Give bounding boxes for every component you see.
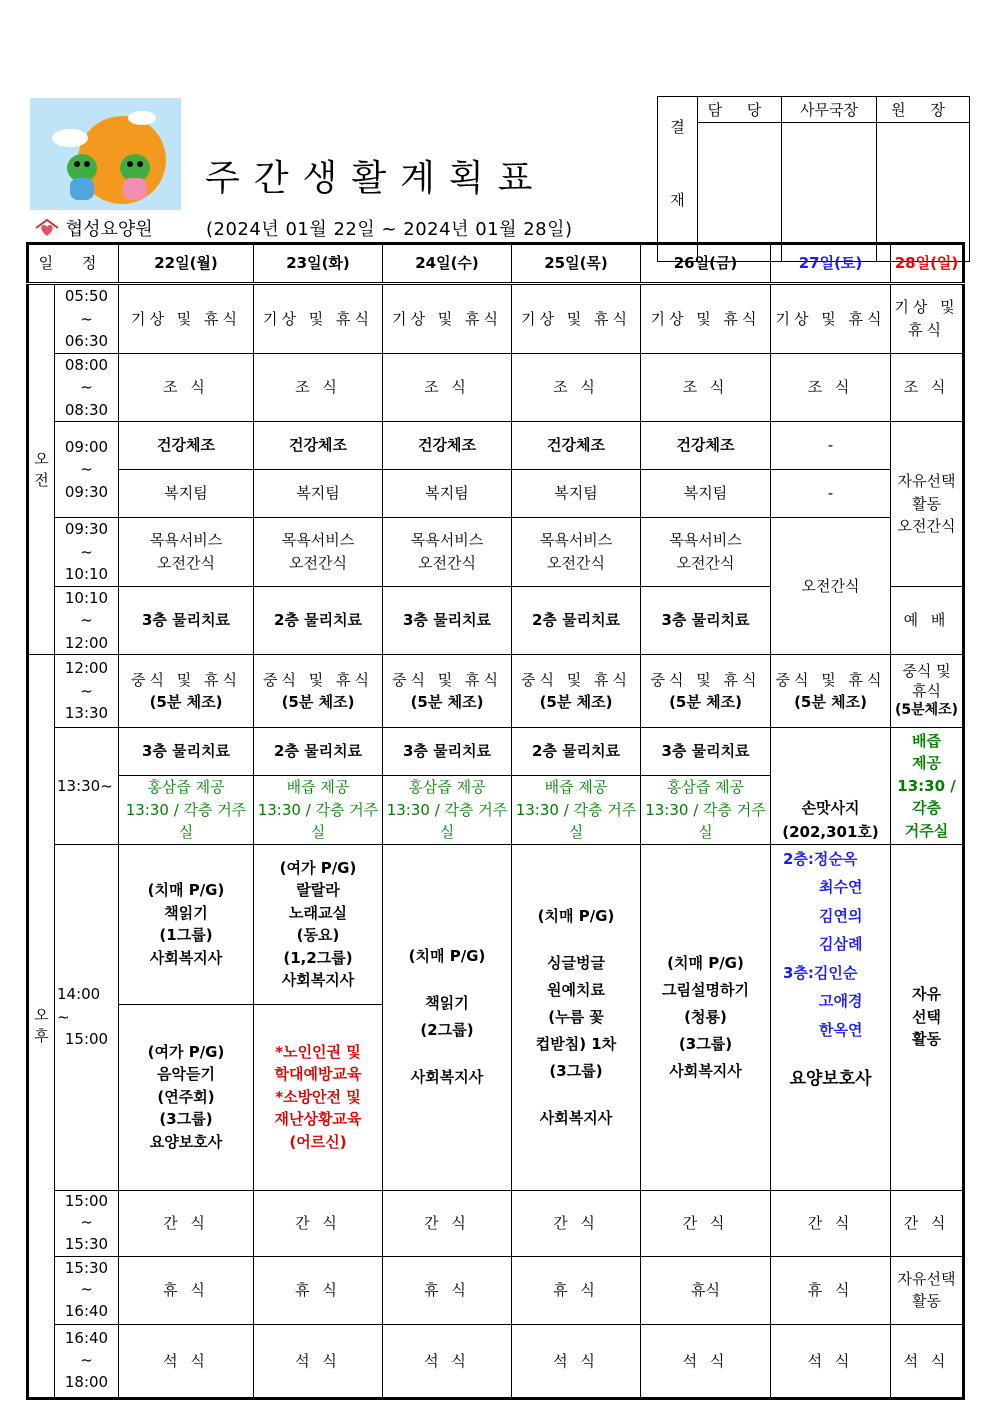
approval-box [657,96,970,262]
cell-massage-names: 2층:정순옥 최수연 김연의 김삼례 3층:김인순 고애경 한옥연 요양보호사 [771,844,891,1190]
cell-breakfast: 조 식 [771,353,891,422]
cell-wake: 기상 및 휴식 [771,284,891,354]
time-1400: 14:00 ~ 15:00 [55,844,119,1190]
cell-lunch: 중식 및 휴식 (5분 체조) [383,655,512,728]
cell-snack: 간 식 [512,1190,641,1256]
cell-exercise: 건강체조 [641,422,771,470]
cell-welfare: 복지팀 [383,470,512,518]
cell-tue-program-a: (여가 P/G) 랄랄라 노래교실 (동요) (1,2그룹) 사회복지사 [254,844,383,1004]
cell-welfare: 복지팀 [254,470,383,518]
cell-rest: 휴 식 [383,1256,512,1324]
cell-exercise: 건강체조 [383,422,512,470]
cell-free-pm-sun: 자유 선택 활동 [891,844,964,1190]
cell-massage-title: 손맛사지 (202,301호) [771,728,891,845]
cell-lunch: 중식 및 휴식 (5분 체조) [771,655,891,728]
time-0900: 09:00 ~ 09:30 [55,422,119,518]
cell-dinner: 석 식 [383,1324,512,1398]
time-1640: 16:40 ~ 18:00 [55,1324,119,1398]
time-0800: 08:00 ~ 08:30 [55,353,119,422]
time-1330: 13:30~ [55,728,119,845]
time-0550: 05:50 ~ 06:30 [55,284,119,354]
cell-juice: 홍삼즙 제공 13:30 / 각층 거주실 [119,776,254,845]
cell-thu-program: (치매 P/G) 싱글벙글 원예치료 (누름 꽃 컵받침) 1차 (3그룹) 사회복지사 [512,844,641,1190]
organization-name [34,215,153,241]
cell-pt: 3층 물리치료 [119,728,254,776]
cell-lunch: 중식 및 휴식 (5분 체조) [641,655,771,728]
day-header-thu: 25일(목) [512,244,641,284]
cell-bath: 목욕서비스 오전간식 [119,518,254,587]
day-header-sat: 27일(토) [771,244,891,284]
cell-welfare: 복지팀 [119,470,254,518]
time-1200: 12:00 ~ 13:30 [55,655,119,728]
approval-col-manager: 담 당 [698,97,782,123]
approval-label: 결 재 [658,97,698,262]
period: (2024년 01월 22일 ~ 2024년 01월 28일) [206,219,573,240]
cell-pt: 3층 물리치료 [641,728,771,776]
cell-wake: 기상 및 휴식 [119,284,254,354]
cell-welfare: 복지팀 [512,470,641,518]
time-1500: 15:00 ~ 15:30 [55,1190,119,1256]
cell-pt: 2층 물리치료 [254,586,383,655]
cell-rest: 휴 식 [254,1256,383,1324]
cell-rest: 휴식 [641,1256,771,1324]
cell-snack: 간 식 [891,1190,964,1256]
day-header-tue: 23일(화) [254,244,383,284]
cell-breakfast: 조 식 [119,353,254,422]
cell-dash: - [771,422,891,470]
day-header-mon: 22일(월) [119,244,254,284]
cell-snack: 간 식 [641,1190,771,1256]
cell-breakfast: 조 식 [512,353,641,422]
cell-breakfast: 조 식 [641,353,771,422]
cell-exercise: 건강체조 [254,422,383,470]
day-header-sun: 28일(일) [891,244,964,284]
time-1010: 10:10 ~ 12:00 [55,586,119,655]
cell-dinner: 석 식 [512,1324,641,1398]
cell-wake-sun: 기상 및 휴식 [891,284,964,354]
cell-dinner: 석 식 [891,1324,964,1398]
cell-bath: 목욕서비스 오전간식 [383,518,512,587]
cell-lunch: 중식 및 휴식 (5분 체조) [119,655,254,728]
cell-breakfast: 조 식 [891,353,964,422]
cell-juice: 홍삼즙 제공 13:30 / 각층 거주실 [383,776,512,845]
approval-sign-manager [698,122,782,261]
day-header-wed: 24일(수) [383,244,512,284]
cell-wake: 기상 및 휴식 [254,284,383,354]
cell-dash: - [771,470,891,518]
pm-label: 오 후 [28,655,55,1399]
cell-pt: 2층 물리치료 [512,728,641,776]
cell-breakfast: 조 식 [254,353,383,422]
cell-bath: 목욕서비스 오전간식 [254,518,383,587]
cell-exercise: 건강체조 [512,422,641,470]
cell-juice: 배즙 제공 13:30 / 각층 거주실 [512,776,641,845]
approval-col-director: 원 장 [877,97,970,123]
cell-pt: 3층 물리치료 [383,728,512,776]
cell-exercise: 건강체조 [119,422,254,470]
cell-snack: 간 식 [771,1190,891,1256]
cell-juice: 홍삼즙 제공 13:30 / 각층 거주실 [641,776,771,845]
cell-lunch: 중식 및 휴식 (5분 체조) [512,655,641,728]
cell-juice-sun: 배즙 제공 13:30 / 각층 거주실 [891,728,964,845]
cell-dinner: 석 식 [254,1324,383,1398]
cell-wake: 기상 및 휴식 [383,284,512,354]
cell-dinner: 석 식 [119,1324,254,1398]
cell-snack: 간 식 [119,1190,254,1256]
cell-pt: 3층 물리치료 [119,586,254,655]
cell-dinner: 석 식 [771,1324,891,1398]
cell-snack: 간 식 [383,1190,512,1256]
approval-sign-director [877,122,970,261]
cell-fri-program: (치매 P/G) 그림설명하기 (청룡) (3그룹) 사회복지사 [641,844,771,1190]
cell-pt: 2층 물리치료 [512,586,641,655]
cell-mon-program-a: (치매 P/G) 책읽기 (1그룹) 사회복지사 [119,844,254,1004]
org-label: 협성요양원 [65,219,153,240]
cell-rest: 휴 식 [771,1256,891,1324]
cell-mon-program-b: (여가 P/G) 음악듣기 (연주회) (3그룹) 요양보호사 [119,1004,254,1190]
cell-bath: 목욕서비스 오전간식 [641,518,771,587]
cell-am-snack-sat: 오전간식 [771,518,891,655]
cell-wed-program: (치매 P/G) 책읽기 (2그룹) 사회복지사 [383,844,512,1190]
cell-breakfast: 조 식 [383,353,512,422]
cell-pt: 3층 물리치료 [383,586,512,655]
approval-sign-secretary [782,122,877,261]
time-0930: 09:30 ~ 10:10 [55,518,119,587]
cell-worship: 예 배 [891,586,964,655]
cell-rest: 휴 식 [512,1256,641,1324]
cell-pt: 2층 물리치료 [254,728,383,776]
time-1530: 15:30 ~ 16:40 [55,1256,119,1324]
day-header-fri: 26일(금) [641,244,771,284]
schedule-table [26,242,965,1400]
cell-bath: 목욕서비스 오전간식 [512,518,641,587]
am-label: 오 전 [28,284,55,655]
cell-tue-program-b: *노인인권 및 학대예방교육 *소방안전 및 재난상황교육 (어르신) [254,1004,383,1190]
schedule-label: 일 정 [28,244,119,284]
cell-free-sun: 자유선택 활동 [891,1256,964,1324]
cell-free-am-sun: 자유선택 활동 오전간식 [891,422,964,587]
cell-wake: 기상 및 휴식 [512,284,641,354]
cell-lunch: 중식 및 휴식 (5분 체조) [254,655,383,728]
cell-lunch-sun: 중식 및 휴식 (5분체조) [891,655,964,728]
cell-wake: 기상 및 휴식 [641,284,771,354]
cell-welfare: 복지팀 [641,470,771,518]
cell-pt: 3층 물리치료 [641,586,771,655]
heart-house-icon [34,218,60,238]
cell-snack: 간 식 [254,1190,383,1256]
approval-col-secretary: 사무국장 [782,97,877,123]
logo-image [30,98,181,210]
cell-dinner: 석 식 [641,1324,771,1398]
page-title: 주간생활계획표 [205,158,547,199]
cell-juice: 배즙 제공 13:30 / 각층 거주실 [254,776,383,845]
cell-rest: 휴 식 [119,1256,254,1324]
